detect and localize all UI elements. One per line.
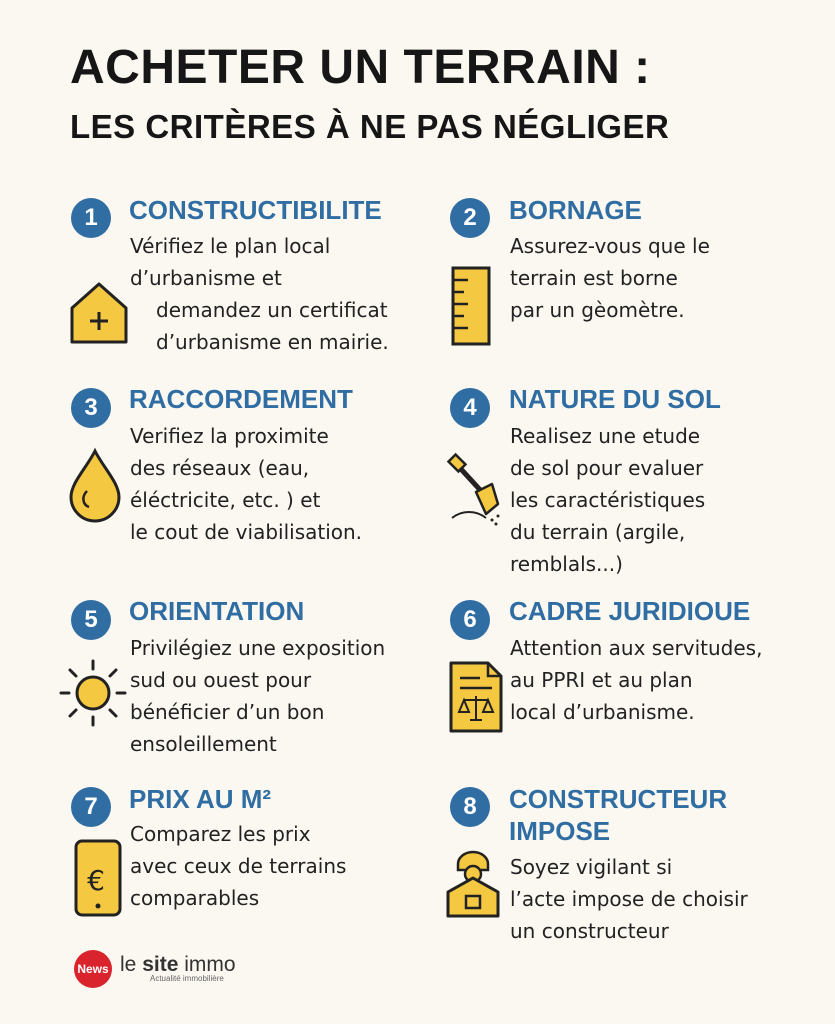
criterion-number-6: 6	[450, 600, 490, 640]
criterion-text-7	[130, 818, 346, 914]
criterion-8-line: l’acte impose de choisir	[510, 887, 748, 911]
shovel-icon	[446, 452, 504, 528]
criterion-text-1	[130, 230, 389, 358]
criterion-text-5	[130, 632, 385, 760]
criterion-7-line: comparables	[130, 886, 260, 910]
criterion-text-3	[130, 420, 362, 548]
page-title: ACHETER UN TERRAIN :	[70, 41, 651, 94]
criterion-heading-1: CONSTRUCTIBILITE	[129, 195, 382, 225]
page-subtitle: LES CRITÈRES À NE PAS NÉGLIGER	[70, 108, 670, 145]
water-drop-icon	[67, 447, 123, 525]
criterion-heading-8	[509, 783, 727, 847]
criterion-3-line: éléctricite, etc. ) et	[130, 488, 321, 512]
builder-house-icon	[444, 846, 502, 918]
criterion-heading-2: BORNAGE	[509, 195, 642, 225]
criterion-2-line: Assurez-vous que le	[510, 234, 710, 258]
sun-icon	[58, 658, 128, 728]
criterion-6-line: Attention aux servitudes,	[510, 636, 763, 660]
criterion-6-line: local d’urbanisme.	[510, 700, 695, 724]
criterion-1-line: demandez un certificat	[156, 298, 388, 322]
brand-name	[120, 955, 236, 983]
criterion-1-line: d’urbanisme et	[130, 266, 282, 290]
criterion-1-line: Vérifiez le plan local	[130, 234, 331, 258]
criterion-text-8	[510, 851, 748, 947]
criterion-4-line: les caractéristiques	[510, 488, 706, 512]
criterion-text-6	[510, 632, 762, 728]
criterion-text-2	[510, 230, 710, 326]
criterion-8-line: un constructeur	[510, 919, 669, 943]
criterion-3-line: le cout de viabilisation.	[130, 520, 363, 544]
svg-text:€: €	[87, 864, 105, 897]
criterion-3-line: Verifiez la proximite	[130, 424, 329, 448]
house-plus-icon	[68, 278, 130, 346]
brand-part: immo	[178, 953, 236, 976]
ruler-icon	[450, 265, 492, 347]
criterion-number-3: 3	[71, 388, 111, 428]
brand-part-bold: site	[142, 953, 179, 976]
criterion-3-line: des réseaux (eau,	[130, 456, 310, 480]
criterion-number-2: 2	[450, 198, 490, 238]
criterion-text-4	[510, 420, 705, 580]
criterion-1-line: d’urbanisme en mairie.	[156, 330, 389, 354]
criterion-5-line: sud ou ouest pour	[130, 668, 312, 692]
criterion-heading-5: ORIENTATION	[129, 596, 305, 626]
criterion-number-5: 5	[71, 600, 111, 640]
criterion-4-line: du terrain (argile,	[510, 520, 686, 544]
criterion-7-line: Comparez les prix	[130, 822, 311, 846]
criterion-5-line: Privilégiez une exposition	[130, 636, 386, 660]
criterion-6-line: au PPRI et au plan	[510, 668, 693, 692]
criterion-heading-6: CADRE JURIDIOUE	[509, 596, 751, 626]
criterion-number-7: 7	[71, 787, 111, 827]
site-logo	[74, 950, 236, 988]
criterion-number-8: 8	[450, 787, 490, 827]
brand-part: le	[120, 953, 143, 976]
criterion-heading-4: NATURE DU SOL	[509, 384, 721, 414]
euro-phone-icon	[72, 838, 124, 918]
criterion-8-heading-line: CONSTRUCTEUR	[509, 784, 728, 814]
brand-tagline: Actualité immobilière	[150, 974, 224, 983]
criterion-8-line: Soyez vigilant si	[510, 855, 673, 879]
criterion-heading-3: RACCORDEMENT	[129, 384, 353, 414]
criterion-4-line: de sol pour evaluer	[510, 456, 704, 480]
criterion-heading-7: PRIX AU M²	[129, 784, 272, 814]
criterion-2-line: par un gèomètre.	[510, 298, 685, 322]
criterion-2-line: terrain est borne	[510, 266, 678, 290]
criterion-8-heading-line: IMPOSE	[509, 816, 611, 846]
criterion-7-line: avec ceux de terrains	[130, 854, 347, 878]
legal-document-icon	[448, 660, 504, 734]
criterion-4-line: Realisez une etude	[510, 424, 701, 448]
criterion-number-1: 1	[71, 198, 111, 238]
news-badge: News	[74, 950, 112, 988]
criterion-number-4: 4	[450, 388, 490, 428]
criterion-5-line: bénéficier d’un bon	[130, 700, 325, 724]
criterion-4-line: remblals...)	[510, 552, 623, 576]
criterion-5-line: ensoleillement	[130, 732, 277, 756]
